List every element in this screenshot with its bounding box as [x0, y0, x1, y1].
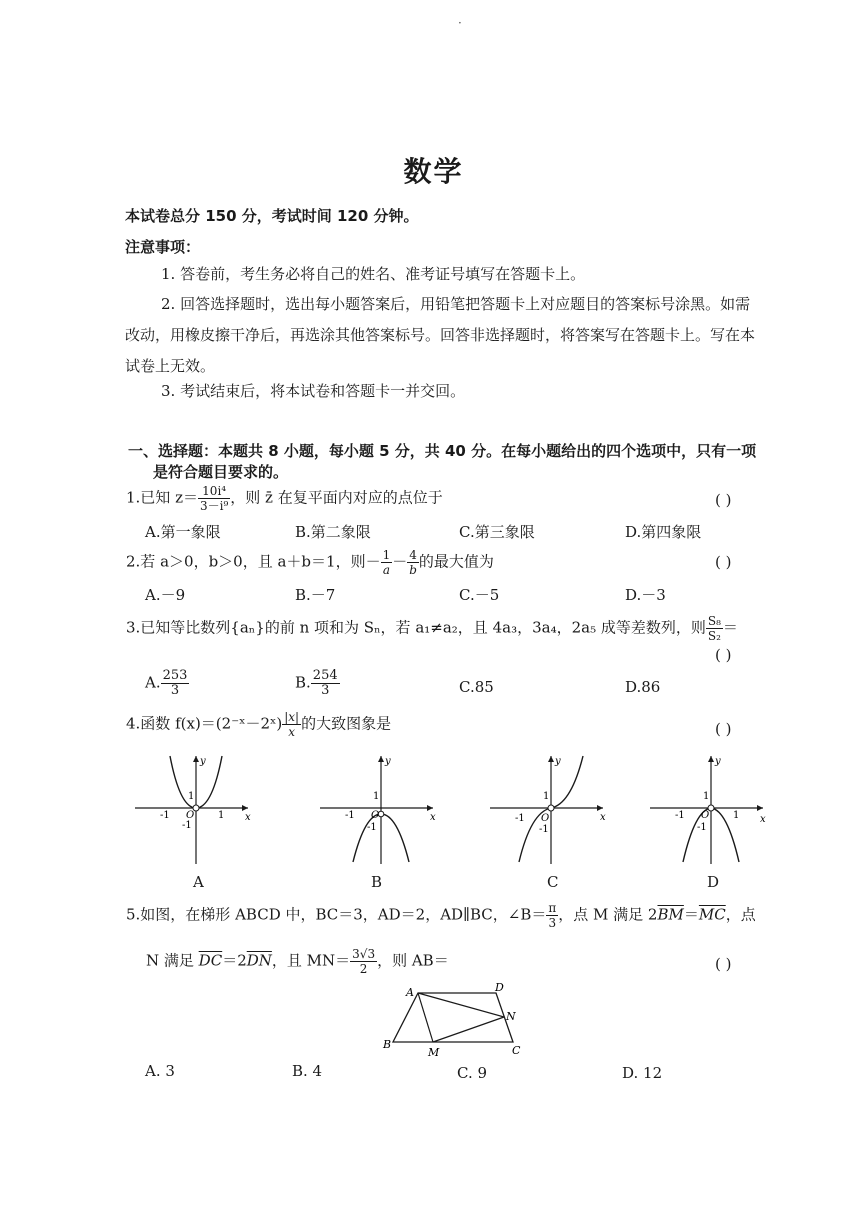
q5-vec-dn: $\overline{DN}$ — [246, 951, 272, 970]
q5-option-a: A. 3 — [145, 1062, 175, 1080]
q4-graph-c-label: C — [547, 873, 559, 891]
note-2: 2. 回答选择题时，选出每小题答案后，用铅笔把答题卡上对应题目的答案标号涂黑。如需改动，用橡皮擦干净后，再选涂其他答案标号。回答非选择题时，将答案写在答题卡上。写在本试卷上无效。 — [125, 295, 756, 375]
q2-answer-paren: ( ) — [715, 553, 732, 571]
q5-prefix: 5.如图，在梯形 ABCD 中，BC＝3，AD＝2，AD∥BC，∠B＝ — [126, 905, 547, 924]
q1-option-b: B.第二象限 — [295, 523, 371, 541]
tick-y-neg: -1 — [182, 820, 192, 831]
q5-vec-mc: $\overline{MC}$ — [698, 905, 726, 924]
q4-suffix: 的大致图象是 — [301, 714, 392, 733]
question-1 — [126, 484, 443, 513]
q5-line2-post: ，则 AB＝ — [377, 951, 449, 970]
q3-option-a — [145, 669, 189, 698]
q2-option-d: D.－3 — [625, 586, 666, 604]
q1-frac-den: 3－i⁹ — [199, 499, 229, 513]
label-c: C — [512, 1044, 521, 1057]
q3-frac-den: S₂ — [707, 629, 721, 643]
q2-option-b: B.－7 — [295, 586, 336, 604]
q5-line1-post: ，点 M 满足 2 — [558, 905, 658, 924]
q3-opt-a-den: 3 — [170, 683, 180, 698]
tick-x-pos: 1 — [218, 810, 225, 821]
stray-mark: · — [458, 16, 462, 30]
y-label: y — [385, 756, 391, 767]
section-heading-line1: 一、选择题：本题共 8 小题，每小题 5 分，共 40 分。在每小题给出的四个选项中，只有一项 — [128, 442, 757, 460]
q1-fraction — [198, 484, 230, 513]
q2-fraction-1 — [381, 548, 393, 577]
q2-fraction-2 — [407, 548, 419, 577]
q4-graph-b — [315, 752, 445, 870]
tick-x-neg: -1 — [160, 810, 170, 821]
q4-graph-a-label: A — [193, 873, 204, 891]
q5-angle-den: 3 — [548, 916, 557, 930]
q1-option-d: D.第四象限 — [625, 523, 702, 541]
q5-eq2: ＝2 — [222, 951, 247, 970]
q5-vec-dc: $\overline{DC}$ — [198, 951, 223, 970]
q4-frac-num: |x| — [284, 710, 300, 724]
q4-graph-d-label: D — [707, 873, 720, 891]
q2-f2-den: b — [409, 563, 417, 577]
tick-y-neg: -1 — [539, 824, 549, 835]
q1-prefix: 1.已知 z＝ — [126, 488, 198, 507]
q4-fraction — [282, 710, 301, 739]
q4-prefix: 4.函数 f(x)＝(2⁻ˣ－2ˣ) — [126, 714, 283, 733]
q4-graph-b-label: B — [371, 873, 383, 891]
y-label: y — [200, 756, 206, 767]
note-3: 3. 考试结束后，将本试卷和答题卡一并交回。 — [161, 382, 466, 400]
tick-x-neg: -1 — [515, 813, 525, 824]
y-arrow — [708, 756, 714, 762]
q5-line1-end: ，点 — [725, 905, 756, 924]
x-label: x — [600, 812, 606, 823]
q2-option-a: A.－9 — [145, 586, 186, 604]
q3-option-d: D.86 — [625, 678, 661, 696]
q5-angle-frac — [546, 901, 558, 930]
q2-prefix: 2.若 a＞0，b＞0，且 a＋b＝1，则－ — [126, 552, 381, 571]
y-arrow — [193, 756, 199, 762]
tick-y-pos: 1 — [543, 791, 550, 802]
x-arrow — [427, 805, 433, 811]
q4-graph-c — [485, 752, 615, 870]
q1-answer-paren: ( ) — [715, 491, 732, 509]
tick-y-pos: 1 — [188, 791, 195, 802]
tick-y-pos: 1 — [703, 791, 710, 802]
q1-option-c: C.第三象限 — [459, 523, 535, 541]
q5-mn-frac — [350, 947, 377, 976]
y-label: y — [715, 756, 721, 767]
q2-minus: － — [392, 552, 408, 571]
q3-opt-a-num: 253 — [162, 668, 188, 683]
q1-frac-num: 10i⁴ — [198, 484, 230, 499]
question-5-line1 — [126, 901, 756, 930]
tick-x-neg: -1 — [345, 810, 355, 821]
q5-vec-bm: $\overline{BM}$ — [657, 905, 684, 924]
question-4 — [126, 710, 391, 739]
x-arrow — [242, 805, 248, 811]
segment-mn — [433, 1017, 504, 1042]
x-label: x — [430, 812, 436, 823]
exam-intro: 本试卷总分 150 分，考试时间 120 分钟。 — [125, 207, 419, 225]
segment-am — [418, 993, 433, 1042]
page-title: 数学 — [403, 155, 464, 188]
q5-option-c: C. 9 — [457, 1064, 488, 1082]
q1-suffix: ，则 z̄ 在复平面内对应的点位于 — [230, 488, 443, 507]
question-3 — [126, 614, 738, 643]
q5-option-d: D. 12 — [622, 1064, 663, 1082]
tick-x-neg: -1 — [675, 810, 685, 821]
origin-label: O — [371, 810, 380, 821]
label-m: M — [428, 1046, 440, 1059]
q2-option-c: C.－5 — [459, 586, 500, 604]
q3-opt-a-frac — [161, 669, 190, 698]
q3-answer-paren: ( ) — [715, 646, 732, 664]
q2-suffix: 的最大值为 — [418, 552, 494, 571]
x-label: x — [245, 812, 251, 823]
q5-angle-num: π — [548, 901, 557, 915]
q2-f2-num: 4 — [407, 548, 419, 563]
label-d: D — [495, 981, 504, 994]
origin-label: O — [541, 813, 550, 824]
q4-answer-paren: ( ) — [715, 720, 732, 738]
question-2 — [126, 548, 494, 577]
q5-option-b: B. 4 — [292, 1062, 323, 1080]
x-arrow — [757, 805, 763, 811]
tick-y-neg: -1 — [367, 822, 377, 833]
q5-mn-num: 3√3 — [352, 947, 376, 961]
tick-x-pos: 1 — [733, 810, 740, 821]
q3-prefix: 3.已知等比数列{aₙ}的前 n 项和为 Sₙ，若 a₁≠a₂，且 4a₃，3a₄，2a₅ 成等差数列，则 — [126, 618, 706, 637]
q3-opt-b-frac — [311, 669, 340, 698]
q3-opt-b-num: 254 — [312, 668, 338, 683]
q2-f1-num: 1 — [382, 548, 391, 562]
q3-opt-a-label: A. — [145, 673, 161, 692]
label-a: A — [406, 986, 414, 999]
question-5-line2 — [146, 947, 449, 976]
q5-trapezoid-figure — [378, 980, 530, 1060]
segment-an — [418, 993, 504, 1017]
x-arrow — [597, 805, 603, 811]
note-1: 1. 答卷前，考生务必将自己的姓名、准考证号填写在答题卡上。 — [161, 265, 586, 283]
q3-frac-num: S₈ — [707, 614, 721, 628]
section-heading-line2: 是符合题目要求的。 — [153, 463, 289, 481]
y-arrow — [378, 756, 384, 762]
q5-line2-pre: N 满足 — [146, 951, 199, 970]
origin-hole — [548, 805, 554, 811]
q3-option-c: C.85 — [459, 678, 494, 696]
q3-fraction — [706, 614, 723, 643]
label-b: B — [383, 1038, 392, 1051]
q3-opt-b-label: B. — [295, 673, 311, 692]
q4-frac-den: x — [288, 725, 296, 739]
q3-option-b — [295, 669, 340, 698]
origin-label: O — [701, 810, 710, 821]
q3-suffix: ＝ — [722, 618, 738, 637]
notes-heading: 注意事项： — [125, 238, 201, 256]
tick-y-pos: 1 — [373, 791, 380, 802]
y-label: y — [555, 756, 561, 767]
q5-eq: ＝ — [683, 905, 699, 924]
label-n: N — [506, 1010, 516, 1023]
q5-answer-paren: ( ) — [715, 955, 732, 973]
q5-mn-den: 2 — [359, 962, 368, 976]
q4-graph-a — [130, 752, 260, 870]
q1-option-a: A.第一象限 — [145, 523, 221, 541]
q3-opt-b-den: 3 — [321, 683, 330, 698]
x-label: x — [760, 814, 766, 825]
q4-graph-d — [645, 752, 775, 870]
tick-y-neg: -1 — [697, 822, 707, 833]
y-arrow — [548, 756, 554, 762]
q2-f1-den: a — [382, 563, 390, 577]
origin-label: O — [186, 810, 195, 821]
q5-line2-mid: ，且 MN＝ — [271, 951, 351, 970]
